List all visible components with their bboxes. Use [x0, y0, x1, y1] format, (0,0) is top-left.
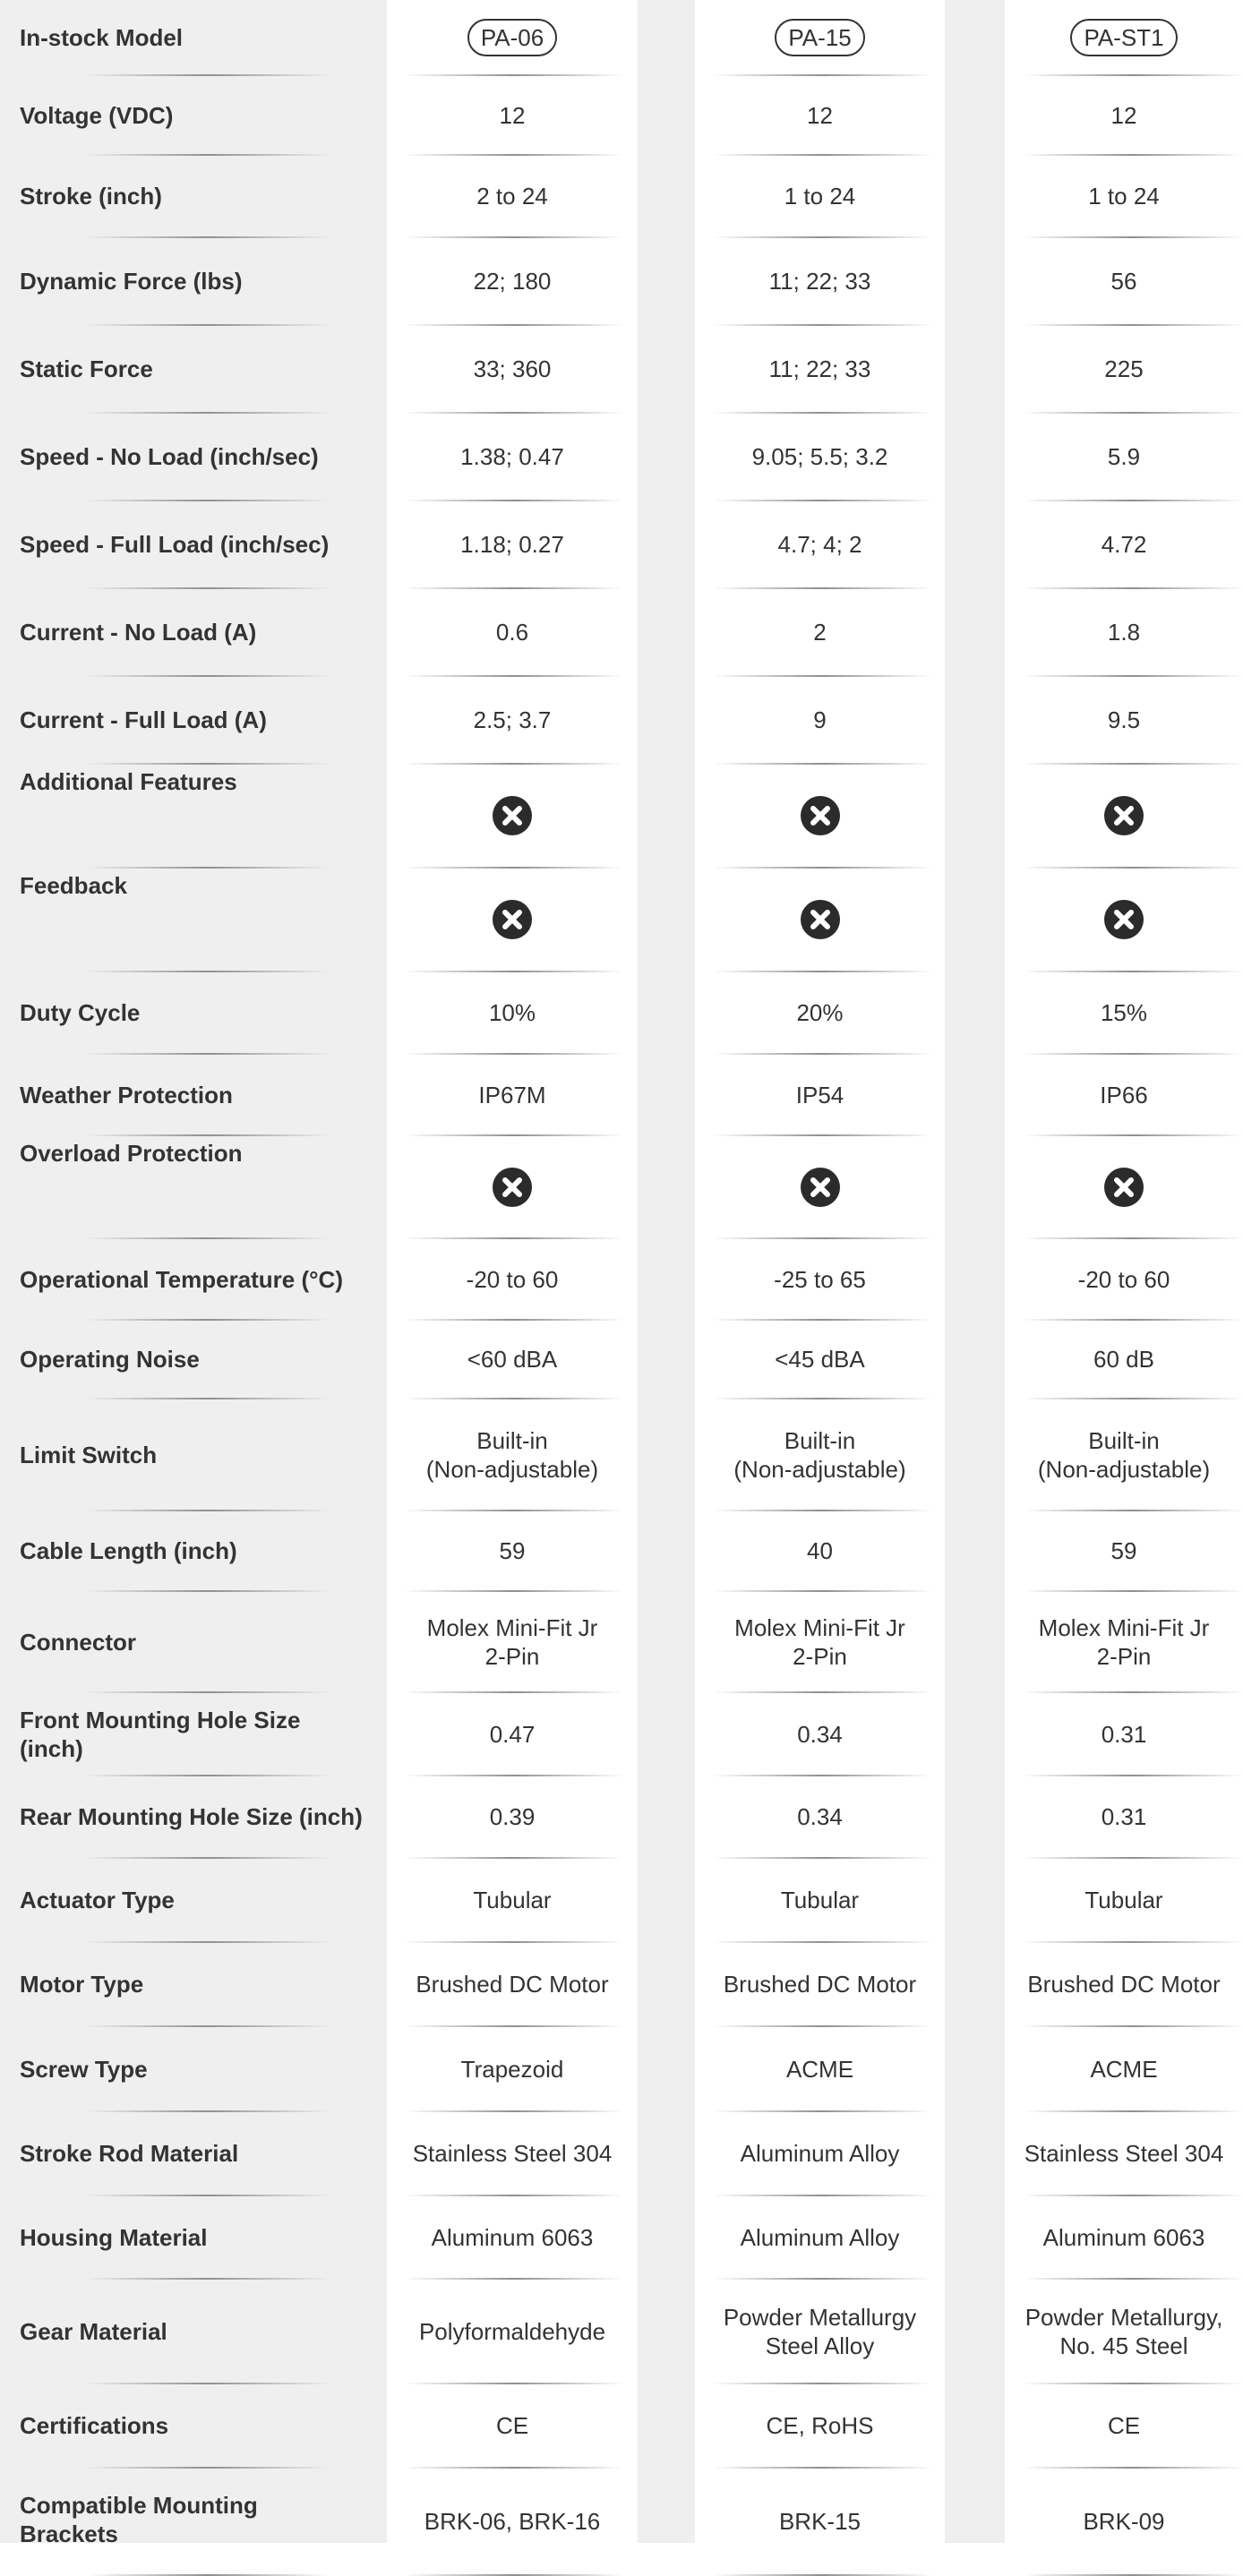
spec-value: BRK-06, BRK-16: [424, 2508, 601, 2535]
header-label: In-stock Model: [20, 24, 184, 51]
spec-value: 0.31: [1101, 1720, 1147, 1748]
x-circle-icon: [492, 1167, 533, 1208]
spec-label: Screw Type: [20, 2055, 148, 2083]
spec-value: ACME: [785, 2055, 854, 2083]
spec-label: Current - Full Load (A): [20, 706, 267, 733]
spec-value: Built-in (Non-adjustable): [1037, 1426, 1211, 1483]
spec-row: [0, 237, 1243, 325]
spec-value: 1.38; 0.47: [460, 443, 564, 470]
spec-value: Trapezoid: [460, 2055, 564, 2083]
spec-value: 0.31: [1101, 1803, 1147, 1830]
spec-label: Certifications: [20, 2412, 169, 2439]
spec-value: Powder Metallurgy Steel Alloy: [723, 2303, 917, 2359]
spec-value: 1.18; 0.27: [460, 531, 564, 558]
spec-value: Tubular: [1084, 1887, 1163, 1913]
spec-label: Operational Temperature (°C): [20, 1265, 343, 1293]
spec-label: Additional Features: [20, 768, 237, 795]
spec-value-cell: [387, 1135, 638, 1238]
spec-value: 0.39: [489, 1803, 536, 1830]
spec-value: 20%: [796, 999, 844, 1026]
spec-row: [0, 2111, 1243, 2195]
spec-value: 225: [1104, 355, 1144, 382]
spec-value: CE, RoHS: [766, 2412, 874, 2439]
x-circle-icon: [1103, 899, 1144, 940]
x-circle-icon: [492, 899, 533, 940]
spec-value: Aluminum Alloy: [740, 2223, 900, 2251]
spec-row: [0, 1399, 1243, 1511]
spec-value: Powder Metallurgy, No. 45 Steel: [1024, 2303, 1223, 2359]
spec-row: [0, 1238, 1243, 1320]
spec-value: <45 dBA: [775, 1346, 865, 1373]
spec-value-cell: [387, 764, 638, 868]
spec-row: [0, 2383, 1243, 2468]
spec-value: CE: [495, 2412, 529, 2439]
spec-value-cell: [387, 868, 638, 971]
spec-value: Molex Mini-Fit Jr 2-Pin: [1038, 1613, 1210, 1670]
spec-row: [0, 971, 1243, 1054]
spec-value: 1.8: [1107, 619, 1141, 646]
spec-value: Tubular: [780, 1887, 860, 1913]
model-badge[interactable]: PA-15: [775, 19, 864, 56]
spec-row: [0, 1054, 1243, 1135]
spec-value: Molex Mini-Fit Jr 2-Pin: [734, 1613, 905, 1670]
spec-label: Weather Protection: [20, 1081, 233, 1108]
x-circle-icon: [1103, 795, 1144, 836]
spec-row: [0, 501, 1243, 588]
spec-value-cell: [695, 1135, 945, 1238]
spec-value: 59: [499, 1537, 526, 1564]
spec-row: [0, 75, 1243, 155]
spec-value: BRK-15: [778, 2508, 862, 2535]
spec-label: Duty Cycle: [20, 999, 141, 1026]
spec-label: Speed - No Load (inch/sec): [20, 443, 319, 470]
spec-value: 0.6: [495, 619, 529, 646]
spec-value-cell: [1005, 1135, 1243, 1238]
spec-value-cell: [1005, 868, 1243, 971]
spec-value: Built-in (Non-adjustable): [425, 1426, 599, 1483]
spec-value: <60 dBA: [467, 1346, 558, 1373]
spec-label: Voltage (VDC): [20, 101, 174, 129]
spec-value: Brushed DC Motor: [1027, 1971, 1221, 1998]
spec-value-cell: [695, 764, 945, 868]
spec-label: Current - No Load (A): [20, 619, 257, 646]
spec-value: ACME: [1090, 2055, 1158, 2083]
x-circle-icon: [800, 795, 841, 836]
x-circle-icon: [1103, 1167, 1144, 1208]
spec-row: [0, 1692, 1243, 1776]
spec-row: [0, 588, 1243, 676]
spec-value: 9.5: [1107, 706, 1141, 733]
header-row: [0, 0, 1243, 75]
spec-value: Tubular: [473, 1887, 552, 1913]
spec-label: Limit Switch: [20, 1441, 158, 1468]
spec-value: -25 to 65: [774, 1265, 866, 1293]
spec-value: 0.34: [797, 1720, 843, 1748]
spec-row: [0, 764, 1243, 868]
spec-label: Compatible Mounting Brackets: [20, 2492, 258, 2547]
spec-value: 2 to 24: [476, 183, 548, 210]
spec-value: 11; 22; 33: [768, 268, 871, 295]
x-circle-icon: [800, 899, 841, 940]
spec-row: [0, 1511, 1243, 1591]
spec-value: Brushed DC Motor: [723, 1971, 917, 1998]
spec-value: 40: [807, 1537, 833, 1564]
model-badge[interactable]: PA-ST1: [1070, 19, 1177, 56]
spec-value: 33; 360: [473, 355, 552, 382]
spec-value: -20 to 60: [466, 1265, 559, 1293]
spec-value: 10%: [488, 999, 536, 1026]
spec-label: Cable Length (inch): [20, 1537, 237, 1564]
spec-label: Connector: [20, 1628, 136, 1656]
spec-row: [0, 868, 1243, 971]
spec-value: 9: [813, 706, 827, 733]
spec-value: 59: [1110, 1537, 1137, 1564]
spec-value: IP67M: [478, 1081, 546, 1108]
spec-value: 0.47: [489, 1720, 536, 1748]
spec-label: Speed - Full Load (inch/sec): [20, 531, 330, 558]
spec-row: [0, 155, 1243, 237]
spec-value: 1 to 24: [784, 183, 856, 210]
x-circle-icon: [492, 795, 533, 836]
spec-row: [0, 2279, 1243, 2383]
spec-value-cell: [695, 868, 945, 971]
spec-row: [0, 676, 1243, 764]
spec-value: Polyformaldehyde: [418, 2317, 606, 2345]
spec-label: Operating Noise: [20, 1346, 200, 1373]
spec-value: 4.72: [1101, 531, 1147, 558]
spec-label: Dynamic Force (lbs): [20, 268, 243, 295]
spec-value: 12: [1110, 101, 1137, 129]
spec-value: 2.5; 3.7: [473, 706, 552, 733]
spec-row: [0, 1591, 1243, 1692]
spec-value: 12: [807, 101, 833, 129]
spec-value: Aluminum Alloy: [740, 2140, 900, 2167]
spec-value: Built-in (Non-adjustable): [733, 1426, 906, 1483]
spec-value: Molex Mini-Fit Jr 2-Pin: [426, 1613, 598, 1670]
spec-value: 5.9: [1107, 443, 1141, 470]
spec-value: 60 dB: [1093, 1346, 1154, 1373]
x-circle-icon: [800, 1167, 841, 1208]
spec-value: 15%: [1100, 999, 1148, 1026]
spec-row: [0, 2468, 1243, 2575]
spec-value: 22; 180: [473, 268, 552, 295]
spec-label: Motor Type: [20, 1971, 144, 1998]
spec-label: Static Force: [20, 355, 153, 382]
model-badge[interactable]: PA-06: [467, 19, 557, 56]
spec-row: [0, 1858, 1243, 1942]
spec-value: Stainless Steel 304: [412, 2140, 613, 2167]
spec-value: 0.34: [797, 1803, 843, 1830]
spec-value: 9.05; 5.5; 3.2: [751, 443, 888, 470]
spec-row: [0, 2195, 1243, 2279]
spec-value: 12: [499, 101, 526, 129]
spec-row: [0, 2026, 1243, 2111]
spec-label: Front Mounting Hole Size (inch): [20, 1706, 301, 1762]
spec-label: Stroke (inch): [20, 183, 162, 210]
spec-row: [0, 1135, 1243, 1238]
spec-label: Feedback: [20, 872, 127, 899]
spec-value: 1 to 24: [1088, 183, 1160, 210]
spec-row: [0, 325, 1243, 413]
spec-label: Rear Mounting Hole Size (inch): [20, 1803, 363, 1830]
spec-value: 2: [813, 619, 827, 646]
spec-label: Stroke Rod Material: [20, 2140, 239, 2167]
spec-row: [0, 1942, 1243, 2026]
spec-value: Aluminum 6063: [1042, 2223, 1205, 2251]
spec-label: Gear Material: [20, 2317, 167, 2345]
spec-value: 56: [1110, 268, 1137, 295]
spec-value: BRK-09: [1083, 2508, 1165, 2535]
spec-value: Brushed DC Motor: [416, 1971, 609, 1998]
spec-value: -20 to 60: [1077, 1265, 1170, 1293]
spec-value: IP54: [795, 1081, 844, 1108]
spec-label: Overload Protection: [20, 1140, 243, 1167]
spec-row: [0, 413, 1243, 501]
spec-value: 4.7; 4; 2: [777, 531, 862, 558]
spec-label: Actuator Type: [20, 1887, 175, 1913]
spec-row: [0, 1776, 1243, 1858]
spec-value-cell: [1005, 764, 1243, 868]
spec-value: CE: [1107, 2412, 1141, 2439]
spec-value: IP66: [1100, 1081, 1148, 1108]
spec-label: Housing Material: [20, 2223, 208, 2251]
spec-value: Aluminum 6063: [431, 2223, 594, 2251]
spec-row: [0, 1320, 1243, 1399]
spec-value: 11; 22; 33: [768, 355, 871, 382]
spec-value: Stainless Steel 304: [1024, 2140, 1224, 2167]
